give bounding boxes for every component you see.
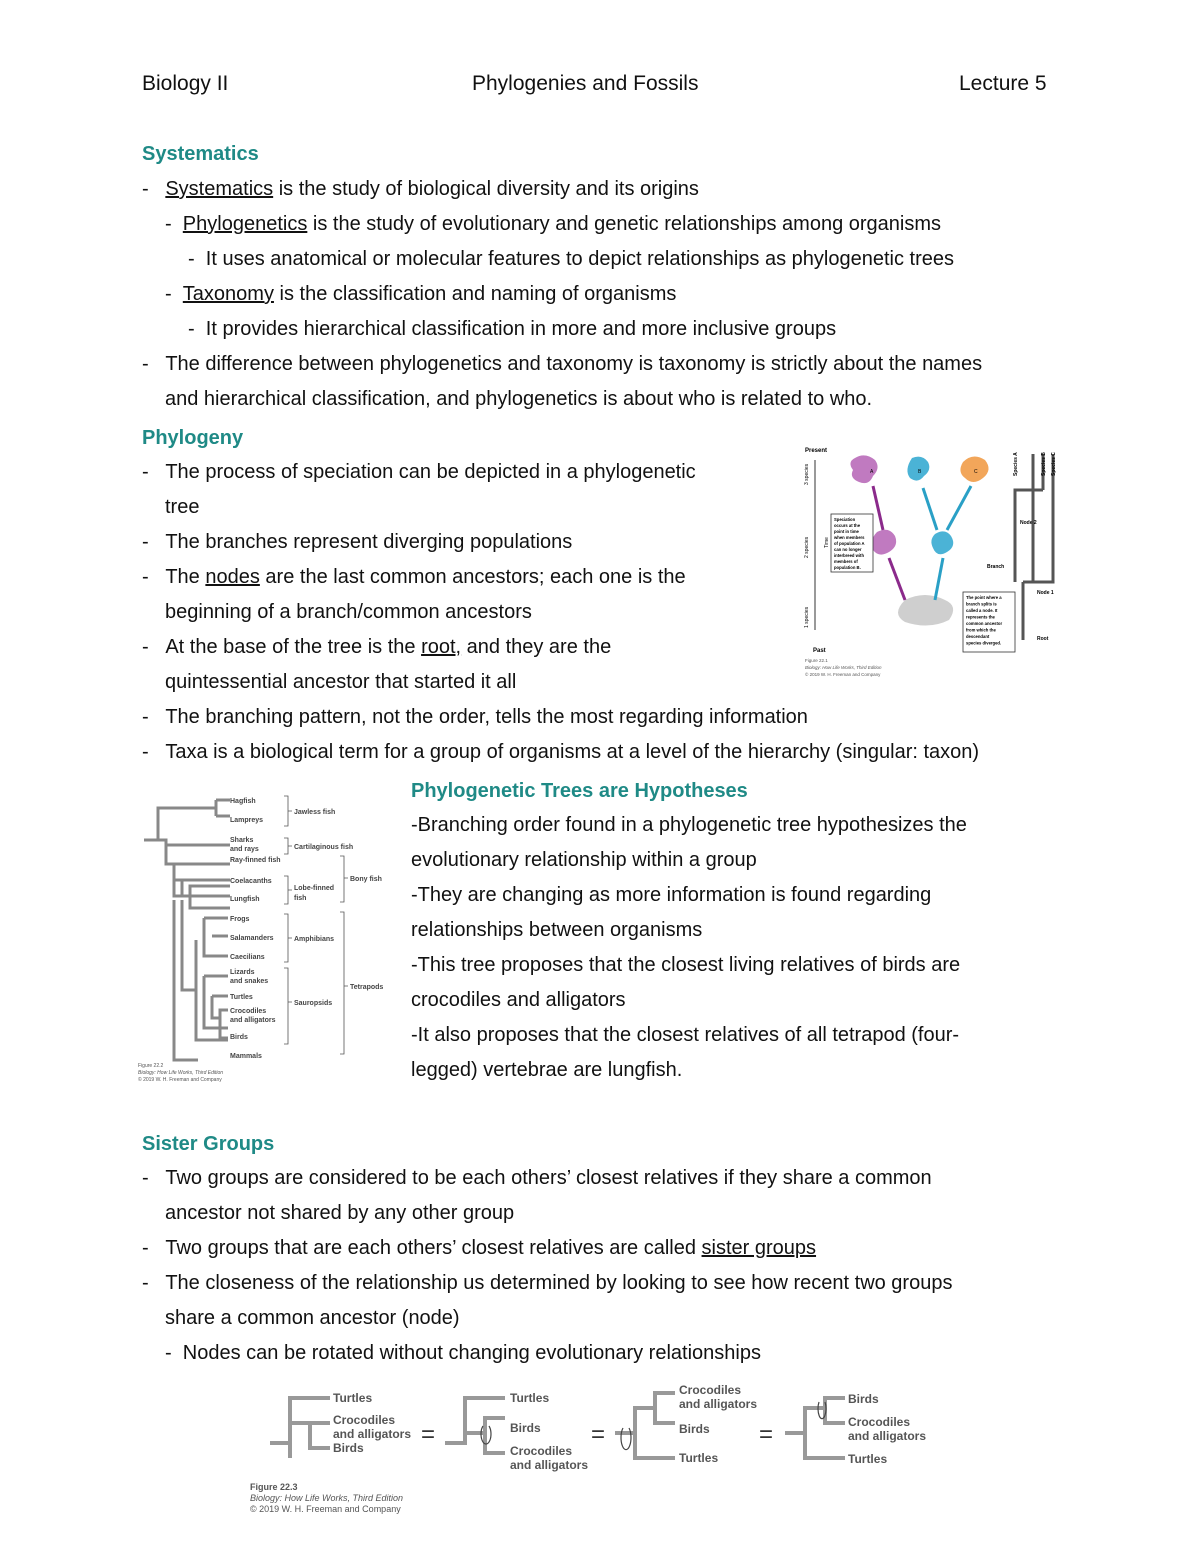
label-species-a: Species A [1013, 452, 1019, 476]
hypotheses-heading: Phylogenetic Trees are Hypotheses [411, 780, 748, 802]
taxon-label: Lungfish [230, 896, 260, 903]
hypotheses-line-7: -It also proposes that the closest relatives of all tetrapod (four- [411, 1024, 960, 1046]
axis-2species: 2 species [804, 536, 810, 558]
tree-branches [144, 800, 230, 908]
tree-branches [1015, 454, 1053, 640]
systematics-bullet-1: - Systematics is the study of biological diversity and its origins [142, 178, 699, 200]
sister-bullet-1: - Two groups are considered to be each others’ closest relatives if they share a common [142, 1167, 932, 1189]
sister-bullet-1-cont: ancestor not shared by any other group [165, 1202, 515, 1224]
taxon-label: Mammals [230, 1053, 262, 1060]
arrow-icon [947, 486, 971, 530]
term-nodes: nodes [205, 566, 260, 588]
label-crocodiles: Crocodiles [679, 1383, 742, 1397]
bullet-text: Taxa is a biological term for a group of organisms at a level of the hierarchy (singular: taxon) [165, 741, 980, 763]
term-systematics: Systematics [165, 178, 274, 200]
arrow-icon [889, 558, 905, 600]
bullet-text: The [165, 566, 206, 588]
arrow-icon [873, 486, 883, 530]
fig1-caption-2: Biology: How Life Works, Third Edition [805, 665, 882, 670]
present-label: Present [805, 448, 828, 454]
label-birds: Birds [848, 1392, 879, 1406]
phylogeny-bullet-3-cont: beginning of a branch/common ancestors [165, 601, 532, 623]
callout1-text: Speciation occurs at the point in time when members of population A can no longer interbreed with members of population B. [834, 517, 865, 570]
hypotheses-line-8: legged) vertebrae are lungfish. [411, 1059, 683, 1081]
taxon-label: Caecilians [230, 954, 265, 961]
phylogeny-bullet-4-cont: quintessential ancestor that started it all [165, 671, 517, 693]
speciation-figure [795, 440, 1065, 680]
tree-branch-amphibians [204, 918, 228, 956]
label-alligators: and alligators [510, 1458, 589, 1472]
bullet-text: It provides hierarchical classification in more and more inclusive groups [205, 318, 837, 340]
bullet-text: and they are the [461, 636, 612, 658]
fig2-caption-2: Biology: How Life Works, Third Edition [138, 1070, 224, 1076]
sister-heading: Sister Groups [142, 1133, 275, 1155]
taxon-label: Ray-finned fish [230, 857, 281, 864]
label-a: A [870, 469, 874, 475]
taxon-label: Hagfish [230, 798, 256, 805]
past-label: Past [813, 648, 826, 654]
group-label: Lobe-finned [294, 885, 335, 892]
sister-bullet-3-cont: share a common ancestor (node) [165, 1307, 460, 1329]
phylogeny-bullet-2: - The branches represent diverging populations [142, 531, 573, 553]
hypotheses-line-5: -This tree proposes that the closest living relatives of birds are [411, 954, 961, 976]
phylogeny-bullet-5: - The branching pattern, not the order, tells the most regarding information [142, 706, 808, 728]
taxon-label: Salamanders [230, 935, 274, 942]
label-node1: Node 1 [1037, 590, 1054, 596]
group-label: fish [294, 895, 307, 902]
group-label: Amphibians [294, 936, 335, 943]
group-label: Tetrapods [350, 984, 384, 991]
tree-2-branches [445, 1398, 505, 1453]
group-label: Jawless fish [294, 809, 336, 816]
callout2-text: The point where a branch splits is called a node. It represents the common ancestor from which the descendant species diverged. [966, 595, 1003, 646]
taxon-label: Coelacanths [230, 878, 272, 885]
label-turtles: Turtles [510, 1391, 550, 1405]
taxon-label: and alligators [230, 1017, 276, 1024]
label-turtles: Turtles [679, 1451, 719, 1465]
label-node2: Node 2 [1020, 520, 1037, 526]
ancestor-blob [898, 595, 953, 626]
equals-sign: = [591, 1421, 606, 1448]
bullet-text: The closeness of the relationship us determined by looking to see how recent two groups [165, 1272, 953, 1294]
label-root: Root [1037, 636, 1049, 642]
species-a-ancestor-blob [872, 530, 896, 555]
sister-bullet-3: - The closeness of the relationship us determined by looking to see how recent two groups [142, 1272, 953, 1294]
label-alligators: and alligators [848, 1429, 927, 1443]
label-crocodiles: Crocodiles [848, 1415, 911, 1429]
term-sister-groups: sister groups [701, 1237, 817, 1259]
bullet-text: Two groups that are each others’ closest relatives are called [165, 1237, 702, 1259]
bullet-text: is the study of evolutionary and genetic relationships among organisms [307, 213, 942, 235]
arrow-icon [923, 488, 937, 530]
term-taxonomy: Taxonomy [182, 283, 274, 305]
hypotheses-line-2: evolutionary relationship within a group [411, 849, 757, 871]
group-labels [294, 809, 383, 1007]
taxon-label: and rays [230, 846, 259, 853]
label-birds: Birds [333, 1441, 364, 1455]
phylogeny-bullet-4: - At the base of the tree is the root, and they are the [142, 636, 612, 658]
phylogeny-bullet-6: - Taxa is a biological term for a group of organisms at a level of the hierarchy (singular: taxon) [142, 741, 980, 763]
tree-1-branches [270, 1398, 330, 1458]
taxon-label: Sharks [230, 837, 254, 844]
arrow-icon [935, 558, 943, 600]
tree-branch-mammals [174, 900, 198, 1060]
fig1-caption-1: Figure 22.1 [805, 658, 828, 663]
bullet-text: is the study of biological diversity and its origins [273, 178, 699, 200]
group-brackets [284, 796, 348, 1054]
taxon-label: Turtles [230, 994, 253, 1001]
hypotheses-line-1: -Branching order found in a phylogenetic tree hypothesizes the [411, 814, 967, 836]
taxon-label: and snakes [230, 978, 269, 985]
fig2-caption-1: Figure 22.2 [138, 1063, 164, 1069]
group-label: Cartilaginous fish [294, 844, 354, 851]
bullet-text: The branching pattern, not the order, tells the most regarding information [165, 706, 808, 728]
taxon-label: Birds [230, 1034, 248, 1041]
label-birds: Birds [510, 1421, 541, 1435]
label-crocodiles: Crocodiles [510, 1444, 573, 1458]
label-crocodiles: Crocodiles [333, 1413, 396, 1427]
label-species-b: Species B [1041, 452, 1047, 476]
label-birds: Birds [679, 1422, 710, 1436]
label-turtles: Turtles [333, 1391, 373, 1405]
fig3-caption-1: Figure 22.3 [250, 1482, 298, 1492]
phylogeny-heading: Phylogeny [142, 427, 244, 449]
taxon-label: Lampreys [230, 817, 264, 824]
sister-bullet-2: - Two groups that are each others’ closest relatives are called sister groups [142, 1237, 817, 1259]
bullet-text: Nodes can be rotated without changing evolutionary relationships [182, 1342, 761, 1364]
species-b-ancestor-blob [931, 531, 953, 554]
header-lecture: Lecture 5 [959, 72, 1047, 95]
group-label: Bony fish [350, 876, 382, 883]
label-turtles: Turtles [848, 1452, 888, 1466]
sister-bullet-4: - Nodes can be rotated without changing evolutionary relationships [165, 1342, 761, 1364]
taxon-label: Crocodiles [230, 1008, 267, 1015]
fig2-caption-3: © 2019 W. H. Freeman and Company [138, 1077, 222, 1083]
bullet-text: is the classification and naming of organisms [273, 283, 677, 305]
axis-time: Time [824, 537, 830, 548]
term-root: root, [421, 636, 462, 658]
bullet-text: The process of speciation can be depicted in a phylogenetic [165, 461, 696, 483]
label-branch: Branch [987, 564, 1005, 570]
bullet-text: Two groups are considered to be each others’ closest relatives if they share a common [165, 1167, 932, 1189]
systematics-bullet-3: - It uses anatomical or molecular features to depict relationships as phylogenetic trees [188, 248, 954, 270]
node-rotation-figure [245, 1378, 965, 1518]
label-species-c: Species C [1051, 452, 1057, 476]
species-a-blob [850, 455, 877, 483]
taxa-labels [230, 798, 281, 1060]
systematics-heading: Systematics [142, 143, 259, 165]
taxon-label: Lizards [230, 969, 255, 976]
systematics-bullet-4: - Taxonomy is the classification and naming of organisms [165, 283, 677, 305]
phylogeny-bullet-3: - The nodes are the last common ancestors; each one is the [142, 566, 686, 588]
phylogeny-bullet-1: - The process of speciation can be depicted in a phylogenetic [142, 461, 696, 483]
label-alligators: and alligators [679, 1397, 758, 1411]
axis-3species: 3 species [804, 463, 810, 485]
systematics-bullet-6: - The difference between phylogenetics and taxonomy is taxonomy is strictly about the names [142, 353, 983, 375]
group-label: Sauropsids [294, 1000, 333, 1007]
phylogeny-bullet-1-cont: tree [165, 496, 200, 518]
tree-4-branches [785, 1398, 845, 1458]
fig1-caption-3: © 2019 W. H. Freeman and Company [805, 672, 881, 677]
header-title: Phylogenies and Fossils [472, 72, 699, 95]
hypotheses-line-4: relationships between organisms [411, 919, 703, 941]
label-b: B [918, 469, 922, 475]
tree-branch-sauropsids [204, 976, 228, 1038]
header-course: Biology II [142, 72, 229, 95]
equals-sign: = [421, 1421, 436, 1448]
tree-branch [182, 900, 196, 990]
bullet-text: The branches represent diverging populations [165, 531, 573, 553]
label-c: C [974, 469, 978, 475]
bullet-text: The difference between phylogenetics and taxonomy is taxonomy is strictly about the names [165, 353, 983, 375]
equals-sign: = [759, 1421, 774, 1448]
axis-1species: 1 species [804, 606, 810, 628]
bullet-text: It uses anatomical or molecular features to depict relationships as phylogenetic trees [205, 248, 954, 270]
taxon-label: Frogs [230, 916, 250, 923]
hypotheses-line-3: -They are changing as more information is found regarding [411, 884, 932, 906]
fig3-caption-3: © 2019 W. H. Freeman and Company [250, 1504, 401, 1514]
systematics-bullet-6-cont: and hierarchical classification, and phylogenetics is about who is related to who. [165, 388, 873, 410]
vertebrate-tree-figure [138, 790, 388, 1085]
term-phylogenetics: Phylogenetics [182, 213, 308, 235]
fig3-caption-2: Biology: How Life Works, Third Edition [250, 1493, 404, 1503]
systematics-bullet-5: - It provides hierarchical classification in more and more inclusive groups [188, 318, 837, 340]
hypotheses-line-6: crocodiles and alligators [411, 989, 626, 1011]
bullet-text: At the base of the tree is the [165, 636, 422, 658]
systematics-bullet-2: - Phylogenetics is the study of evolutionary and genetic relationships among organisms [165, 213, 942, 235]
label-alligators: and alligators [333, 1427, 412, 1441]
bullet-text: are the last common ancestors; each one is the [259, 566, 686, 588]
